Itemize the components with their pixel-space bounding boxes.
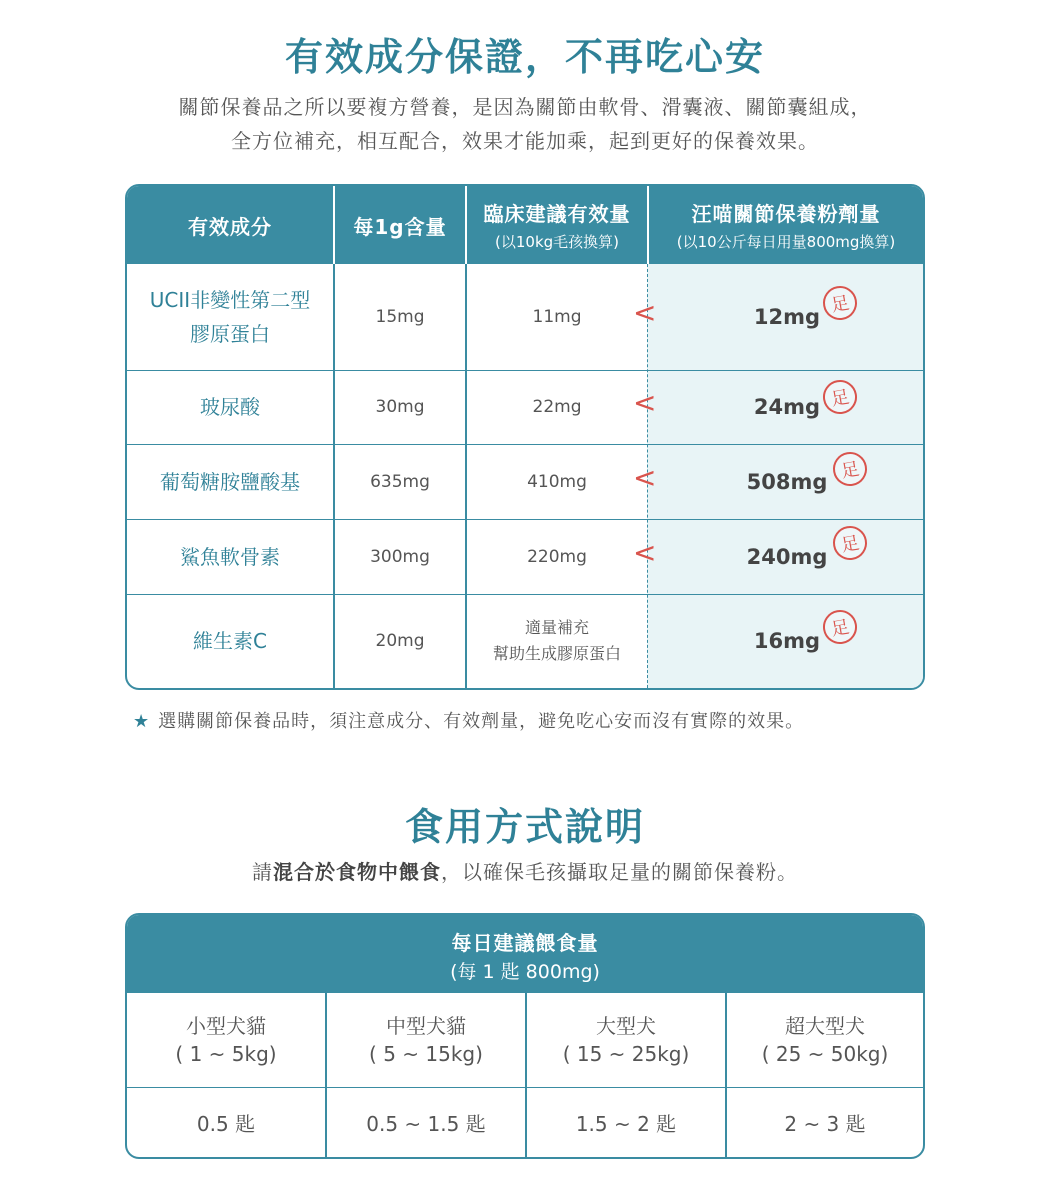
header-clinical: 臨床建議有效量 (以10kg毛孩換算): [483, 202, 631, 251]
intro-line-1: 關節保養品之所以要複方營養，是因為關節由軟骨、滑囊液、關節囊組成，: [178, 95, 872, 119]
feeding-table: [125, 913, 925, 1159]
star-icon: ★: [133, 711, 151, 732]
product-dose: 12mg: [753, 305, 821, 329]
size-category: 大型犬 ( 15 ~ 25kg): [562, 1014, 690, 1066]
clinical-value: 11mg: [532, 307, 582, 327]
clinical-value: 適量補充 幫助生成膠原蛋白: [492, 618, 621, 663]
feeding-table-header: [127, 915, 923, 993]
less-than-sign: <: [633, 296, 657, 329]
header-per-gram: 每1g含量: [353, 214, 447, 239]
purchase-note: [133, 707, 804, 733]
sufficient-stamp-icon: 足: [820, 283, 859, 322]
intro-line-2: 全方位補充，相互配合，效果才能加乘，起到更好的保養效果。: [231, 129, 819, 153]
size-category: 超大型犬 ( 25 ~ 50kg): [761, 1014, 889, 1066]
feeding-header-sub: (每 1 匙 800mg): [450, 961, 600, 983]
sufficient-stamp-icon: 足: [820, 607, 859, 646]
feeding-header-title: 每日建議餵食量: [451, 931, 599, 955]
sufficient-stamp-icon: 足: [830, 523, 869, 562]
size-category: 中型犬貓 ( 5 ~ 15kg): [369, 1014, 483, 1066]
section2-title: 食用方式說明: [404, 805, 645, 849]
section1-title: 有效成分保證，不再吃心安: [284, 35, 765, 79]
product-dose: 508mg: [746, 469, 828, 494]
ingredient-table: [125, 184, 925, 690]
note-text: 選購關節保養品時，須注意成分、有效劑量，避免吃心安而沒有實際的效果。: [158, 711, 805, 732]
feeding-amount: 0.5 ~ 1.5 匙: [366, 1112, 486, 1136]
ingredient-name: UCII非變性第二型 膠原蛋白: [149, 288, 311, 346]
per-gram-value: 20mg: [375, 631, 425, 651]
intro-emphasis: 混合於食物中餵食: [273, 860, 441, 884]
product-dose: 24mg: [753, 395, 821, 419]
product-dose: 240mg: [746, 544, 828, 569]
feeding-amount: 0.5 匙: [196, 1112, 256, 1136]
less-than-sign: <: [633, 461, 657, 494]
clinical-value: 220mg: [527, 546, 587, 567]
feeding-amount: 1.5 ~ 2 匙: [575, 1112, 677, 1136]
less-than-sign: <: [633, 386, 657, 419]
sufficient-stamp-icon: 足: [830, 449, 869, 488]
header-product-dose: 汪喵關節保養粉劑量 (以10公斤每日用量800mg換算): [676, 202, 896, 251]
clinical-value: 22mg: [532, 397, 582, 417]
sufficient-stamp-icon: 足: [820, 377, 859, 416]
header-ingredient: 有效成分: [188, 214, 272, 239]
ingredient-table-header: [127, 186, 923, 264]
ingredient-name: 維生素C: [193, 629, 267, 653]
product-dose: 16mg: [753, 629, 821, 653]
feeding-amount: 2 ~ 3 匙: [784, 1112, 866, 1136]
per-gram-value: 15mg: [375, 307, 425, 327]
per-gram-value: 300mg: [370, 546, 430, 567]
size-category: 小型犬貓 ( 1 ~ 5kg): [175, 1014, 277, 1066]
ingredient-name: 玻尿酸: [200, 395, 260, 419]
clinical-value: 410mg: [527, 471, 587, 492]
ingredient-name: 鯊魚軟骨素: [180, 544, 280, 569]
per-gram-value: 30mg: [375, 397, 425, 417]
section1-intro: [0, 90, 1050, 158]
per-gram-value: 635mg: [370, 471, 430, 492]
ingredient-name: 葡萄糖胺鹽酸基: [160, 469, 300, 494]
section2-intro: 請混合於食物中餵食，以確保毛孩攝取足量的關節保養粉。: [252, 860, 798, 884]
less-than-sign: <: [633, 536, 657, 569]
